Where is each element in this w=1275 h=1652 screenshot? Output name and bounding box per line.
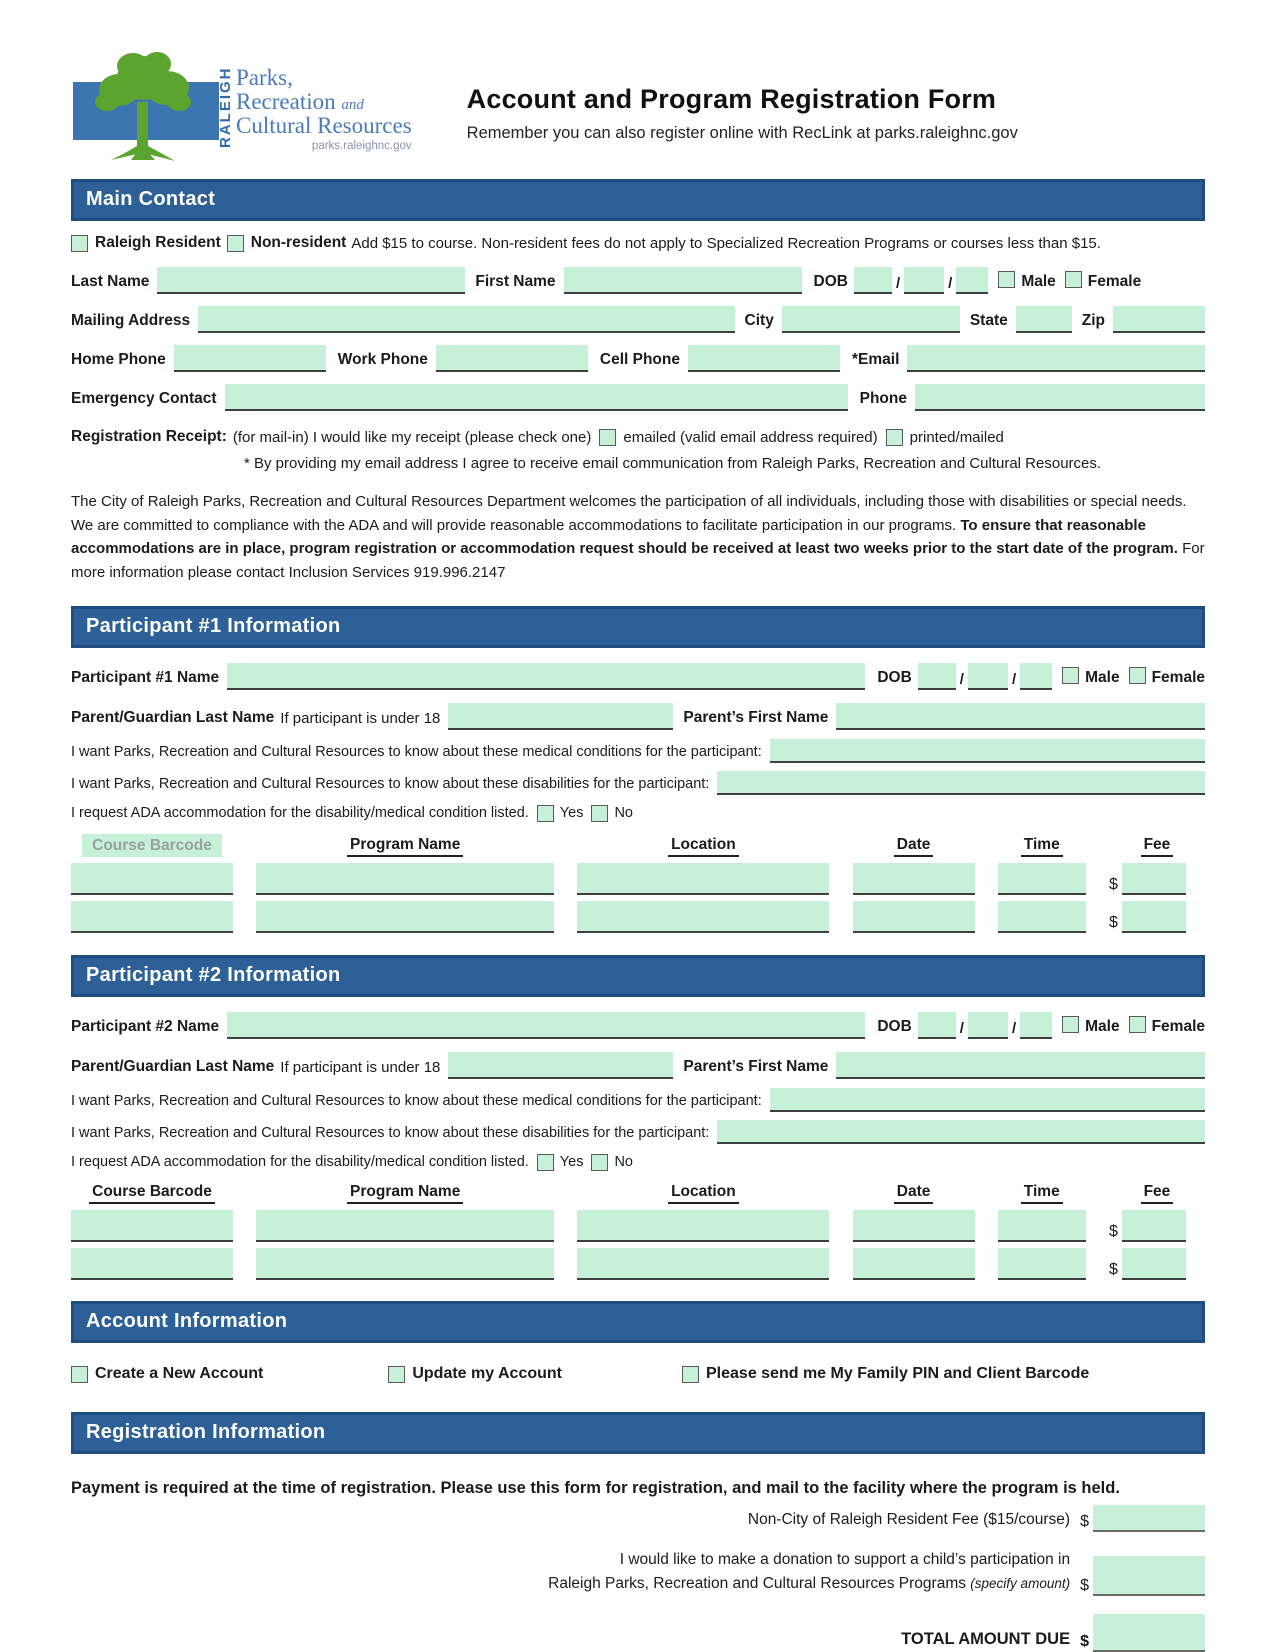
- male-checkbox[interactable]: [998, 271, 1015, 288]
- family-pin-label: Please send me My Family PIN and Client Barcode: [706, 1364, 1090, 1382]
- participant1-name-row: [71, 663, 1205, 690]
- nonresident-fee-field[interactable]: [1093, 1505, 1205, 1532]
- participant1-medical-field[interactable]: [770, 739, 1205, 763]
- emergency-phone-field[interactable]: [915, 384, 1205, 411]
- cell-phone-label: Cell Phone: [599, 351, 680, 368]
- participant1-parent-row: [71, 703, 1205, 730]
- participant1-name-field[interactable]: [227, 663, 865, 690]
- ada-yes-label: Yes: [559, 1153, 584, 1170]
- ada-paragraph-normal2: For more information please contact Inclusion Services 919.996.2147: [71, 540, 1205, 582]
- donation-label: I would like to make a donation to support a child’s participation in Raleigh Parks, Recreation and Cultural Resources Programs (specify amount): [548, 1550, 1071, 1592]
- date-field[interactable]: [853, 1210, 975, 1242]
- page-title: Account and Program Registration Form: [466, 84, 997, 114]
- home-phone-field[interactable]: [174, 345, 326, 372]
- female-checkbox[interactable]: [1065, 271, 1082, 288]
- time-header: Time: [998, 836, 1086, 857]
- dob-month-field[interactable]: [854, 267, 892, 294]
- time-field[interactable]: [998, 863, 1086, 895]
- course-row: [71, 863, 1205, 895]
- participant2-name-label: Participant #2 Name: [71, 1017, 220, 1035]
- participant1-ada-yes-checkbox[interactable]: [537, 805, 554, 822]
- name-row: [71, 267, 1205, 294]
- section-header-account: Account Information: [71, 1301, 1205, 1343]
- specify-amount-note: (specify amount): [970, 1575, 1071, 1591]
- participant1-dob-year-field[interactable]: [1020, 663, 1052, 690]
- phones-row: [71, 345, 1205, 372]
- tree-logo-icon: [71, 44, 221, 166]
- parent-last-name-label: Parent/Guardian Last Name: [71, 708, 275, 726]
- family-pin-checkbox[interactable]: [682, 1366, 699, 1383]
- zip-label: Zip: [1081, 312, 1105, 329]
- participant1-female-label: Female: [1151, 668, 1205, 686]
- ada-request-label: I request ADA accommodation for the disability/medical condition listed.: [71, 1153, 529, 1170]
- participant2-name-field[interactable]: [227, 1012, 865, 1039]
- participant1-course-table: [71, 834, 1205, 933]
- participant1-dob-day-field[interactable]: [968, 663, 1008, 690]
- fee-header: Fee: [1109, 836, 1205, 857]
- date-header: Date: [853, 1183, 975, 1204]
- email-label: *Email: [851, 351, 900, 368]
- participant2-male-label: Male: [1085, 1017, 1120, 1035]
- program-name-field[interactable]: [256, 1210, 554, 1242]
- last-name-label: Last Name: [71, 273, 150, 290]
- participant1-disabilities-row: [71, 771, 1205, 795]
- participant2-dob-month-field[interactable]: [918, 1012, 956, 1039]
- receipt-emailed-label: emailed (valid email address required): [623, 429, 878, 446]
- disabilities-label: I want Parks, Recreation and Cultural Resources to know about these disabilities for the participant:: [71, 775, 710, 792]
- raleigh-resident-label: Raleigh Resident: [95, 234, 221, 251]
- parent-first-name-label: Parent’s First Name: [683, 1057, 829, 1075]
- ada-paragraph: [71, 490, 1205, 585]
- disabilities-label: I want Parks, Recreation and Cultural Resources to know about these disabilities for the participant:: [71, 1124, 710, 1141]
- fee-field[interactable]: [1122, 901, 1186, 933]
- ada-paragraph-normal1: The City of Raleigh Parks, Recreation and Cultural Resources Department welcomes the participation of all individuals, including those with disabilities or special needs. We are committed to compliance with the ADA and will provide reasonable accommodations to facilitate participation in our programs.: [71, 493, 1187, 534]
- ada-no-label: No: [614, 1153, 633, 1170]
- course-barcode-field[interactable]: [71, 863, 233, 895]
- ada-no-label: No: [614, 804, 633, 821]
- work-phone-field[interactable]: [436, 345, 588, 372]
- course-barcode-header: Course Barcode: [71, 1183, 233, 1204]
- logo-line-parks: Parks,: [236, 65, 293, 90]
- create-account-label: Create a New Account: [95, 1364, 264, 1382]
- location-field[interactable]: [577, 1210, 829, 1242]
- participant1-dob-month-field[interactable]: [918, 663, 956, 690]
- participant2-medical-row: [71, 1088, 1205, 1112]
- participant2-ada-yes-checkbox[interactable]: [537, 1154, 554, 1171]
- participant2-dob-day-field[interactable]: [968, 1012, 1008, 1039]
- donation-field[interactable]: [1093, 1556, 1205, 1596]
- program-name-header: Program Name: [256, 836, 554, 857]
- ada-paragraph-bold: To ensure that reasonable accommodations are in place, program registration or accommodation request should be received at least two weeks prior to the start date of the program.: [71, 516, 1183, 558]
- receipt-text: (for mail-in) I would like my receipt (please check one): [232, 429, 592, 446]
- dob-slash: /: [895, 275, 901, 292]
- location-header: Location: [577, 836, 829, 857]
- course-barcode-field[interactable]: [71, 1248, 233, 1280]
- section-header-main-contact: Main Contact: [71, 179, 1205, 221]
- participant1-parent-last-field[interactable]: [448, 703, 673, 730]
- course-row: [71, 1210, 1205, 1242]
- currency-sign: $: [1080, 1512, 1089, 1530]
- currency-sign: $: [1080, 1576, 1089, 1594]
- time-header: Time: [998, 1183, 1086, 1204]
- zip-field[interactable]: [1113, 306, 1205, 333]
- course-barcode-header: Course Barcode: [71, 834, 233, 857]
- fee-cell: [1109, 863, 1205, 895]
- parent-under18-note: If participant is under 18: [280, 709, 441, 727]
- last-name-field[interactable]: [157, 267, 465, 294]
- participant2-parent-row: [71, 1052, 1205, 1079]
- participant2-table-header: [71, 1183, 1205, 1204]
- parent-first-name-label: Parent’s First Name: [683, 708, 829, 726]
- participant2-dob-year-field[interactable]: [1020, 1012, 1052, 1039]
- participant1-name-label: Participant #1 Name: [71, 668, 220, 686]
- fee-field[interactable]: [1122, 863, 1186, 895]
- participant1-ada-row: [71, 805, 1205, 824]
- raleigh-resident-checkbox[interactable]: [71, 235, 88, 252]
- page-subtitle: Remember you can also register online with RecLink at parks.raleighnc.gov: [466, 124, 1018, 142]
- fee-currency: $: [1108, 913, 1118, 931]
- raleigh-parks-logo: [71, 44, 412, 166]
- emergency-phone-label: Phone: [859, 390, 907, 407]
- participant1-medical-row: [71, 739, 1205, 763]
- fee-cell: [1109, 1248, 1205, 1280]
- parent-under18-note: If participant is under 18: [280, 1058, 441, 1076]
- fee-header: Fee: [1109, 1183, 1205, 1204]
- emergency-contact-label: Emergency Contact: [71, 390, 217, 407]
- participant2-ada-row: [71, 1154, 1205, 1173]
- medical-conditions-label: I want Parks, Recreation and Cultural Resources to know about these medical conditions for the participant:: [71, 743, 762, 760]
- logo-line-recreation: Recreation and: [236, 88, 364, 114]
- time-field[interactable]: [998, 901, 1086, 933]
- program-name-field[interactable]: [256, 901, 554, 933]
- nonresident-fee-label: Non-City of Raleigh Resident Fee ($15/course): [747, 1510, 1071, 1528]
- participant1-parent-first-field[interactable]: [836, 703, 1205, 730]
- create-account-checkbox[interactable]: [71, 1366, 88, 1383]
- participant2-female-checkbox[interactable]: [1129, 1016, 1146, 1033]
- participant2-female-label: Female: [1151, 1017, 1205, 1035]
- date-field[interactable]: [853, 863, 975, 895]
- emergency-row: [71, 384, 1205, 411]
- participant2-name-row: [71, 1012, 1205, 1039]
- dob-slash: /: [959, 670, 964, 688]
- date-field[interactable]: [853, 901, 975, 933]
- fee-currency: $: [1108, 875, 1118, 893]
- location-field[interactable]: [577, 863, 829, 895]
- first-name-field[interactable]: [564, 267, 802, 294]
- update-account-checkbox[interactable]: [388, 1366, 405, 1383]
- non-resident-note: Add $15 to course. Non-resident fees do not apply to Specialized Recreation Programs or courses less than $15.: [351, 235, 1101, 252]
- cell-phone-field[interactable]: [688, 345, 840, 372]
- mailing-address-label: Mailing Address: [71, 312, 191, 329]
- program-name-field[interactable]: [256, 863, 554, 895]
- update-account-label: Update my Account: [412, 1364, 562, 1382]
- currency-sign: $: [1080, 1632, 1089, 1650]
- receipt-emailed-checkbox[interactable]: [599, 429, 616, 446]
- total-due-label: TOTAL AMOUNT DUE: [901, 1629, 1071, 1648]
- date-header: Date: [853, 836, 975, 857]
- participant1-male-label: Male: [1085, 668, 1120, 686]
- program-name-field[interactable]: [256, 1248, 554, 1280]
- dob-day-field[interactable]: [904, 267, 944, 294]
- logo-website-url: parks.raleighnc.gov: [311, 139, 412, 152]
- time-field[interactable]: [998, 1210, 1086, 1242]
- course-barcode-field[interactable]: [71, 901, 233, 933]
- participant2-disabilities-row: [71, 1120, 1205, 1144]
- home-phone-label: Home Phone: [71, 351, 166, 368]
- fee-currency: $: [1108, 1260, 1118, 1278]
- city-field[interactable]: [782, 306, 960, 333]
- non-resident-label: Non-resident: [250, 234, 347, 251]
- receipt-email-note: * By providing my email address I agree to receive email communication from Raleigh Parks, Recreation and Cultural Resources.: [244, 455, 1102, 472]
- location-field[interactable]: [577, 1248, 829, 1280]
- mailing-address-field[interactable]: [198, 306, 734, 333]
- time-field[interactable]: [998, 1248, 1086, 1280]
- work-phone-label: Work Phone: [337, 351, 428, 368]
- participant2-course-table: [71, 1183, 1205, 1280]
- participant1-disabilities-field[interactable]: [717, 771, 1205, 795]
- state-field[interactable]: [1016, 306, 1072, 333]
- male-label: Male: [1021, 273, 1056, 290]
- state-label: State: [969, 312, 1008, 329]
- address-row: [71, 306, 1205, 333]
- participant2-parent-last-field[interactable]: [448, 1052, 673, 1079]
- location-header: Location: [577, 1183, 829, 1204]
- dob-label: DOB: [813, 273, 848, 290]
- participant2-male-checkbox[interactable]: [1062, 1016, 1079, 1033]
- receipt-printed-label: printed/mailed: [909, 429, 1004, 446]
- participant1-male-checkbox[interactable]: [1062, 667, 1079, 684]
- title-block: [467, 84, 1018, 143]
- total-due-field[interactable]: [1093, 1614, 1205, 1652]
- nonresident-fee-line: [71, 1505, 1205, 1532]
- logo-raleigh-vertical-text: RALEIGH: [217, 66, 234, 148]
- participant1-ada-no-checkbox[interactable]: [591, 805, 608, 822]
- section-header-participant2: Participant #2 Information: [71, 955, 1205, 997]
- first-name-label: First Name: [475, 273, 556, 290]
- form-header: [71, 44, 1205, 166]
- logo-and-text: and: [341, 96, 364, 113]
- payment-note: Payment is required at the time of registration. Please use this form for registration, and mail to the facility where the program is held.: [71, 1478, 1120, 1497]
- receipt-printed-checkbox[interactable]: [886, 429, 903, 446]
- section-header-registration: Registration Information: [71, 1412, 1205, 1454]
- dob-slash: /: [959, 1019, 964, 1037]
- fee-cell: [1109, 1210, 1205, 1242]
- participant2-ada-no-checkbox[interactable]: [591, 1154, 608, 1171]
- ada-request-label: I request ADA accommodation for the disability/medical condition listed.: [71, 804, 529, 821]
- participant2-medical-field[interactable]: [770, 1088, 1205, 1112]
- participant1-female-checkbox[interactable]: [1129, 667, 1146, 684]
- city-label: City: [744, 312, 774, 329]
- emergency-contact-field[interactable]: [225, 384, 848, 411]
- receipt-row: [71, 428, 1205, 449]
- participant1-table-header: [71, 834, 1205, 857]
- course-row: [71, 1248, 1205, 1280]
- dob-slash: /: [948, 275, 953, 292]
- participant2-parent-first-field[interactable]: [836, 1052, 1205, 1079]
- fee-field[interactable]: [1122, 1248, 1186, 1280]
- participant1-dob-label: DOB: [877, 668, 912, 686]
- email-field[interactable]: [907, 345, 1205, 372]
- section-header-participant1: Participant #1 Information: [71, 606, 1205, 648]
- non-resident-checkbox[interactable]: [227, 235, 244, 252]
- course-row: [71, 901, 1205, 933]
- donation-line: [71, 1548, 1205, 1596]
- logo-line-cultural: Cultural Resources: [236, 112, 412, 138]
- location-field[interactable]: [577, 901, 829, 933]
- account-options-row: [71, 1365, 1205, 1386]
- total-due-line: [71, 1614, 1205, 1652]
- program-name-header: Program Name: [256, 1183, 554, 1204]
- residency-row: [71, 234, 1205, 255]
- parent-last-name-label: Parent/Guardian Last Name: [71, 1057, 275, 1075]
- ada-yes-label: Yes: [559, 804, 584, 821]
- fee-cell: [1109, 901, 1205, 933]
- fee-currency: $: [1108, 1222, 1118, 1240]
- dob-slash: /: [1011, 1019, 1017, 1037]
- female-label: Female: [1087, 273, 1142, 290]
- registration-receipt-label: Registration Receipt:: [71, 428, 227, 445]
- course-barcode-field[interactable]: [71, 1210, 233, 1242]
- dob-year-field[interactable]: [956, 267, 988, 294]
- fee-field[interactable]: [1122, 1210, 1186, 1242]
- medical-conditions-label: I want Parks, Recreation and Cultural Resources to know about these medical conditions for the participant:: [71, 1092, 762, 1109]
- dob-slash: /: [1011, 670, 1017, 688]
- logo-wordmark: [236, 66, 412, 153]
- participant2-dob-label: DOB: [877, 1017, 912, 1035]
- participant2-disabilities-field[interactable]: [717, 1120, 1205, 1144]
- date-field[interactable]: [853, 1248, 975, 1280]
